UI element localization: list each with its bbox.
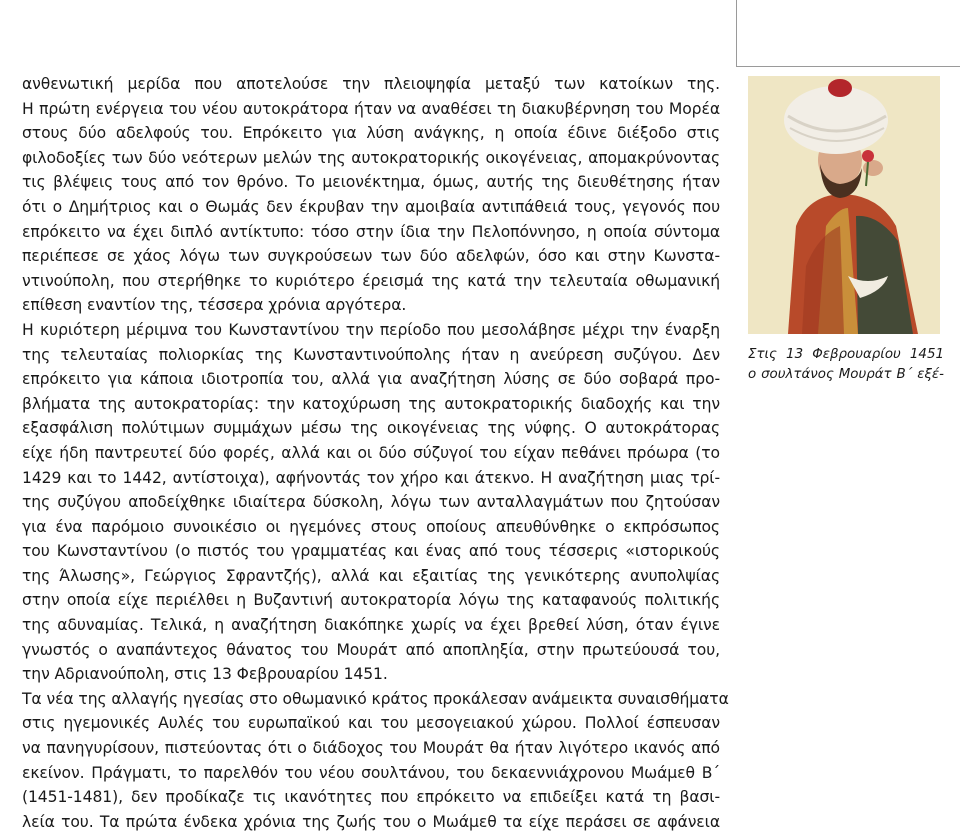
- page-margin-horizontal-rule: [736, 66, 960, 67]
- text-line: Η κυριότερη μέριμνα του Κωνσταντίνου την περίοδο που μεσολάβησε μέχρι την έναρξη: [22, 320, 720, 339]
- figure-caption: [748, 345, 944, 385]
- text-line: τις βλέψεις τους από τον θρόνο. Το μειονέκτημα, όμως, αυτής της διευθέτησης ήταν: [22, 173, 720, 192]
- portrait-sultan-icon: [748, 76, 940, 334]
- caption-line: ο σουλτάνος Μουράτ Β΄ εξέ-: [748, 367, 944, 382]
- text-line: ντινούπολη, που στερήθηκε το κυριότερο έρεισμά της κατά την τελευταία οθωμανική: [22, 271, 720, 290]
- text-line: επρόκειτο για κάποια ιδιοτροπία του, αλλά για αναζήτηση λύσης σε δύο σοβαρά προ-: [22, 370, 720, 389]
- text-line: της τελευταίας πολιορκίας της Κωνσταντινούπολης ήταν η ανεύρεση συζύγου. Δεν: [22, 345, 720, 364]
- text-line: της Άλωσης», Γεώργιος Σφραντζής), αλλά και εξαιτίας της γενικότερης ανυπολψίας: [22, 566, 720, 585]
- text-line: φιλοδοξίες των δύο νεότερων μελών της αυτοκρατορικής οικογένειας, απομακρύνοντας: [22, 148, 720, 167]
- text-line: να πανηγυρίσουν, πιστεύοντας ότι ο διάδοχος του Μουράτ θα ήταν λιγότερο ικανός από: [22, 739, 720, 758]
- text-line: Τα νέα της αλλαγής ηγεσίας στο οθωμανικό κράτος προκάλεσαν ανάμεικτα συναισθήματα: [22, 689, 729, 708]
- main-body-text: [22, 72, 729, 834]
- caption-line: Στις 13 Φεβρουαρίου 1451: [748, 347, 944, 362]
- text-line: εξασφάλιση πολύτιμων συμμάχων μέσω της οικογένειας της νύφης. Ο αυτοκράτορας: [22, 419, 720, 438]
- sultan-portrait-image: [748, 76, 940, 334]
- text-line: της συζύγου αποδείχθηκε ιδιαίτερα δύσκολη, λόγω των ανταλλαγμάτων που ζητούσαν: [22, 493, 720, 512]
- text-line: είχε ήδη παντρευτεί δύο φορές, αλλά και οι δύο σύζυγοί του είχαν πεθάνει πρόωρα (το: [22, 443, 720, 462]
- text-line: περιέπεσε σε χάος λόγω των συγκρούσεων των δύο αδελφών, όσο και στην Κωνστα-: [22, 247, 720, 266]
- text-line: ότι ο Δημήτριος και ο Θωμάς δεν έκρυβαν την αμοιβαία αντιπάθειά τους, γεγονός που: [22, 197, 720, 216]
- text-line: 1429 και το 1442, αντίστοιχα), αφήνοντάς τον χήρο και άτεκνο. Η αναζήτηση μιας τρί-: [22, 468, 720, 487]
- text-line: στις ηγεμονικές Αυλές του ευρωπαϊκού και του μεσογειακού χώρου. Πολλοί έσπευσαν: [22, 714, 720, 733]
- text-line: για ένα παρόμοιο συνοικέσιο οι ηγεμόνες στους οποίους απευθύνθηκε ο εκπρόσωπος: [22, 517, 720, 536]
- text-line: επρόκειτο να έχει διπλό αντίκτυπο: τόσο στην ίδια την Πελοπόννησο, η οποία σύντομα: [22, 222, 720, 241]
- text-line: γνωστός ο αναπάντεχος θάνατος του Μουράτ από αποπληξία, στην πρωτεύουσά του,: [22, 640, 720, 659]
- text-line: στους δύο αδελφούς του. Επρόκειτο για λύση ανάγκης, η οποία έδινε διέξοδο στις: [22, 124, 720, 143]
- text-line: την Αδριανούπολη, στις 13 Φεβρουαρίου 1451.: [22, 665, 388, 684]
- text-line: βλήματα της αυτοκρατορίας: την κατοχύρωση της αυτοκρατορικής διαδοχής και την: [22, 394, 720, 413]
- text-line: λεία του. Τα πρώτα ένδεκα χρόνια της ζωής του ο Μωάμεθ τα είχε περάσει σε αφάνεια: [22, 812, 720, 831]
- text-line: (1451-1481), δεν προδίκαζε τις ικανότητες που επρόκειτο να επιδείξει κατά τη βασι-: [22, 788, 720, 807]
- text-line: εκείνον. Πράγματι, το παρελθόν του νέου σουλτάνου, του δεκαεννιάχρονου Μωάμεθ Β΄: [22, 763, 720, 782]
- text-line: Η πρώτη ενέργεια του νέου αυτοκράτορα ήταν να αναθέσει τη διακυβέρνηση του Μορέα: [22, 99, 720, 118]
- text-line: του Κωνσταντίνου (ο πιστός του γραμματέας και ένας από τους τέσσερις «ιστορικούς: [22, 542, 720, 561]
- text-line: επίθεση εναντίον της, τέσσερα χρόνια αργότερα.: [22, 296, 407, 315]
- text-line: της αδυναμίας. Τελικά, η αναζήτηση διακόπηκε χωρίς να έχει βρεθεί λύση, όταν έγινε: [22, 616, 720, 635]
- text-line: στην οποία είχε περιέλθει η Βυζαντινή αυτοκρατορία λόγω της καταφανούς πολιτικής: [22, 591, 720, 610]
- page-margin-vertical-rule: [736, 0, 737, 66]
- text-line: ανθενωτική μερίδα που αποτελούσε την πλειοψηφία μεταξύ των κατοίκων της.: [22, 75, 720, 93]
